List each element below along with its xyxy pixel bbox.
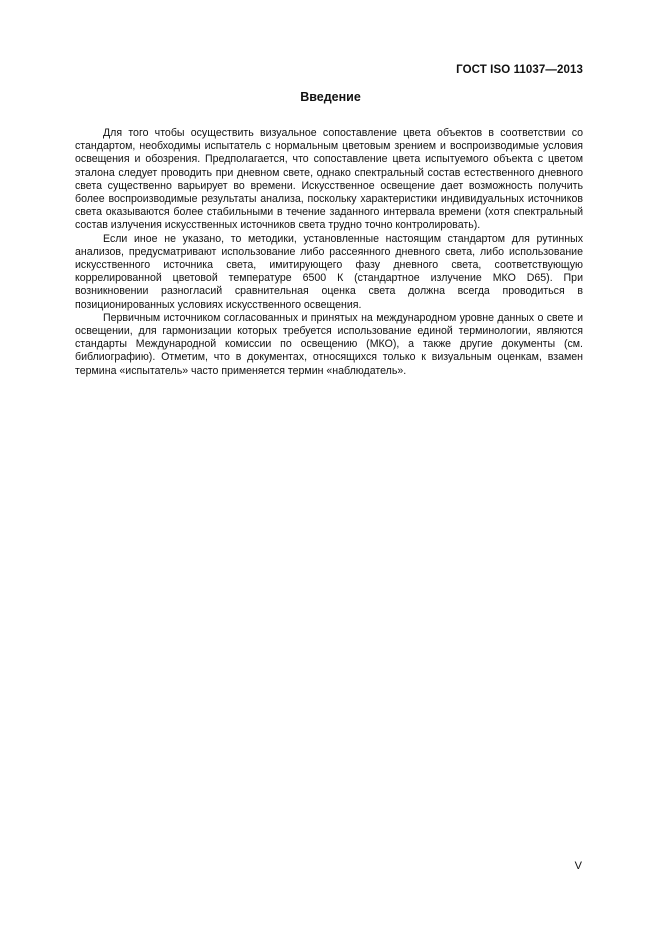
body-text [75,127,583,378]
paragraph-1: Для того чтобы осуществить визуальное сопоставление цвета объектов в соответствии со стандартом, необходимы испытатель с нормальным цветовым зрением и воспроизводимые условия освещения и обозрения. Предполагается, что сопоставление цвета испытуемого объекта с цветом эталона следует проводить при дневном свете, однако спектральный состав естественного дневного света существенно варьирует во времени. Искусственное освещение дает возможность получить более воспроизводимые результаты анализа, поскольку характеристики индивидуальных источников света оказываются более стабильными в течение заданного интервала времени (хотя спектральный состав излучения искусственных источников света трудно точно контролировать). [75,127,583,232]
page-number: V [574,860,582,872]
paragraph-3: Первичным источником согласованных и принятых на международном уровне данных о свете и освещении, для гармонизации которых требуется использование единой терминологии, являются стандарты Международной комиссии по освещению (МКО), а также другие документы (см. библиографию). Отметим, что в документах, относящихся только к визуальным оценкам, взамен термина «испытатель» часто применяется термин «наблюдатель». [75,311,583,377]
section-title: Введение [300,90,361,104]
paragraph-2: Если иное не указано, то методики, установленные настоящим стандартом для рутинных анализов, предусматривают использование либо рассеянного дневного света, либо использование искусственного источника света, имитирующего фазу дневного света, соответствующую коррелированной цветовой температуре 6500 К (стандартное излучение МКО D65). При возникновении разногласий сравнительная оценка света должна всегда проводиться в позиционированных условиях искусственного освещения. [75,232,583,311]
document-code: ГОСТ ISO 11037—2013 [456,64,583,76]
